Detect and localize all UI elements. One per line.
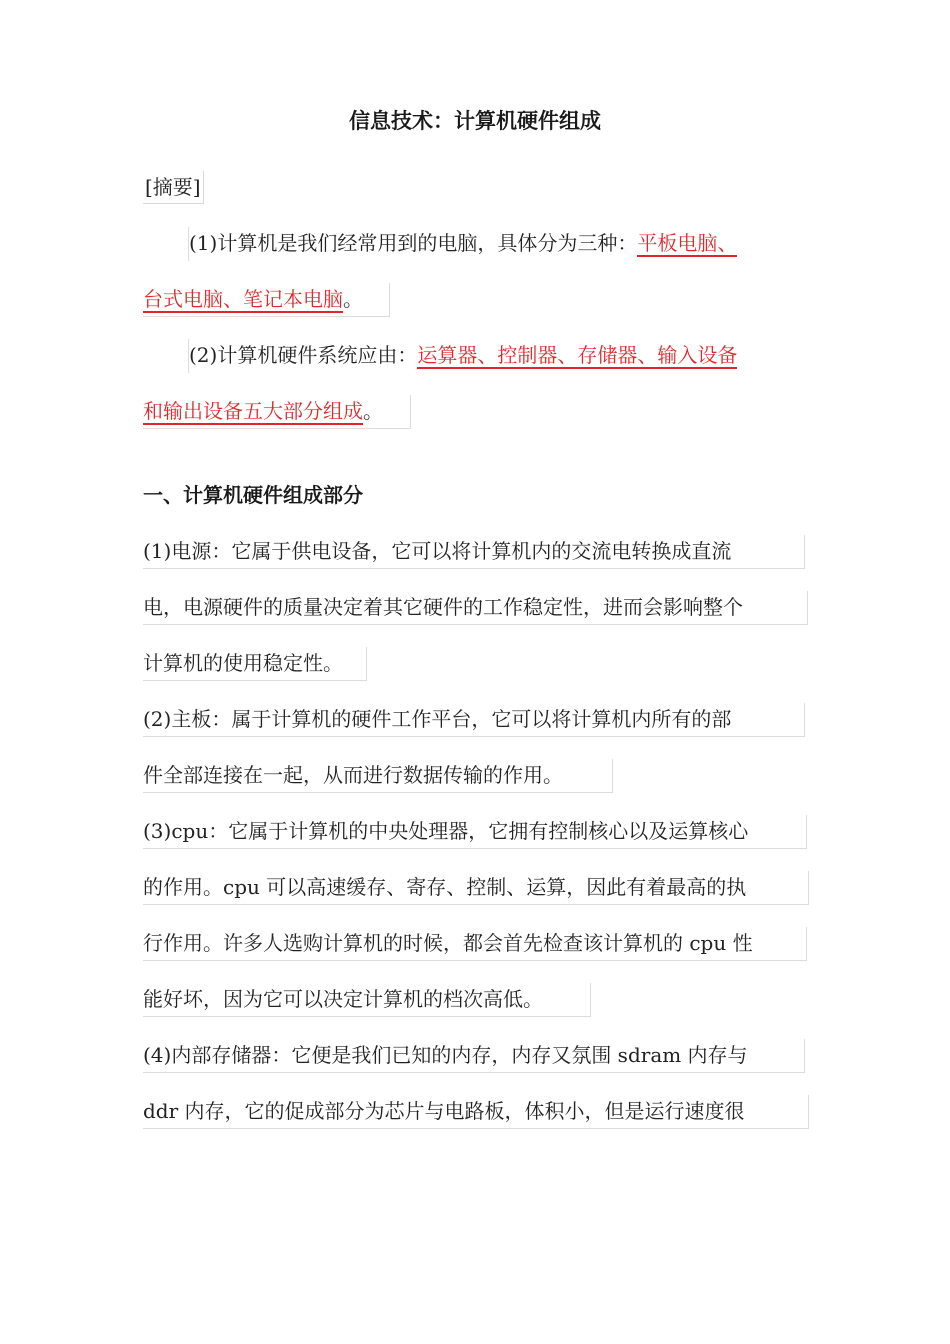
body-line: 的作用。cpu 可以高速缓存、寄存、控制、运算，因此有着最高的执: [143, 871, 809, 905]
summary-p1-line1: [188, 227, 804, 261]
body-line: (2)主板：属于计算机的硬件工作平台，它可以将计算机内所有的部: [143, 703, 805, 737]
summary-p2-line2: [143, 395, 411, 429]
highlighted-text: 运算器、控制器、存储器、输入设备: [417, 343, 738, 367]
body-line: (3)cpu：它属于计算机的中央处理器，它拥有控制核心以及运算核心: [143, 815, 807, 849]
summary-p2-line1: [188, 339, 804, 373]
summary-text: 。: [363, 399, 383, 423]
body-line: ddr 内存，它的促成部分为芯片与电路板，体积小，但是运行速度很: [143, 1095, 809, 1129]
summary-text: (2)计算机硬件系统应由：: [189, 343, 418, 367]
summary-text: 。: [343, 287, 363, 311]
body-line: (1)电源：它属于供电设备，它可以将计算机内的交流电转换成直流: [143, 535, 805, 569]
body-line: 能好坏，因为它可以决定计算机的档次高低。: [143, 983, 591, 1017]
section-heading: 一、计算机硬件组成部分: [143, 483, 363, 507]
body-line: 电，电源硬件的质量决定着其它硬件的工作稳定性，进而会影响整个: [143, 591, 808, 625]
highlighted-text: 平板电脑、: [637, 231, 738, 255]
body-line: 件全部连接在一起，从而进行数据传输的作用。: [143, 759, 613, 793]
highlighted-text: 和输出设备五大部分组成: [143, 399, 363, 423]
document-title: 信息技术：计算机硬件组成: [349, 109, 601, 133]
body-line: (4)内部存储器：它便是我们已知的内存，内存又氛围 sdram 内存与: [143, 1039, 805, 1073]
body-line: 计算机的使用稳定性。: [143, 647, 367, 681]
body-line: 行作用。许多人选购计算机的时候，都会首先检查该计算机的 cpu 性: [143, 927, 807, 961]
summary-p1-line2: [143, 283, 390, 317]
summary-text: (1)计算机是我们经常用到的电脑，具体分为三种：: [189, 231, 638, 255]
abstract-label: [摘要]: [143, 171, 204, 204]
highlighted-text: 台式电脑、笔记本电脑: [143, 287, 343, 311]
